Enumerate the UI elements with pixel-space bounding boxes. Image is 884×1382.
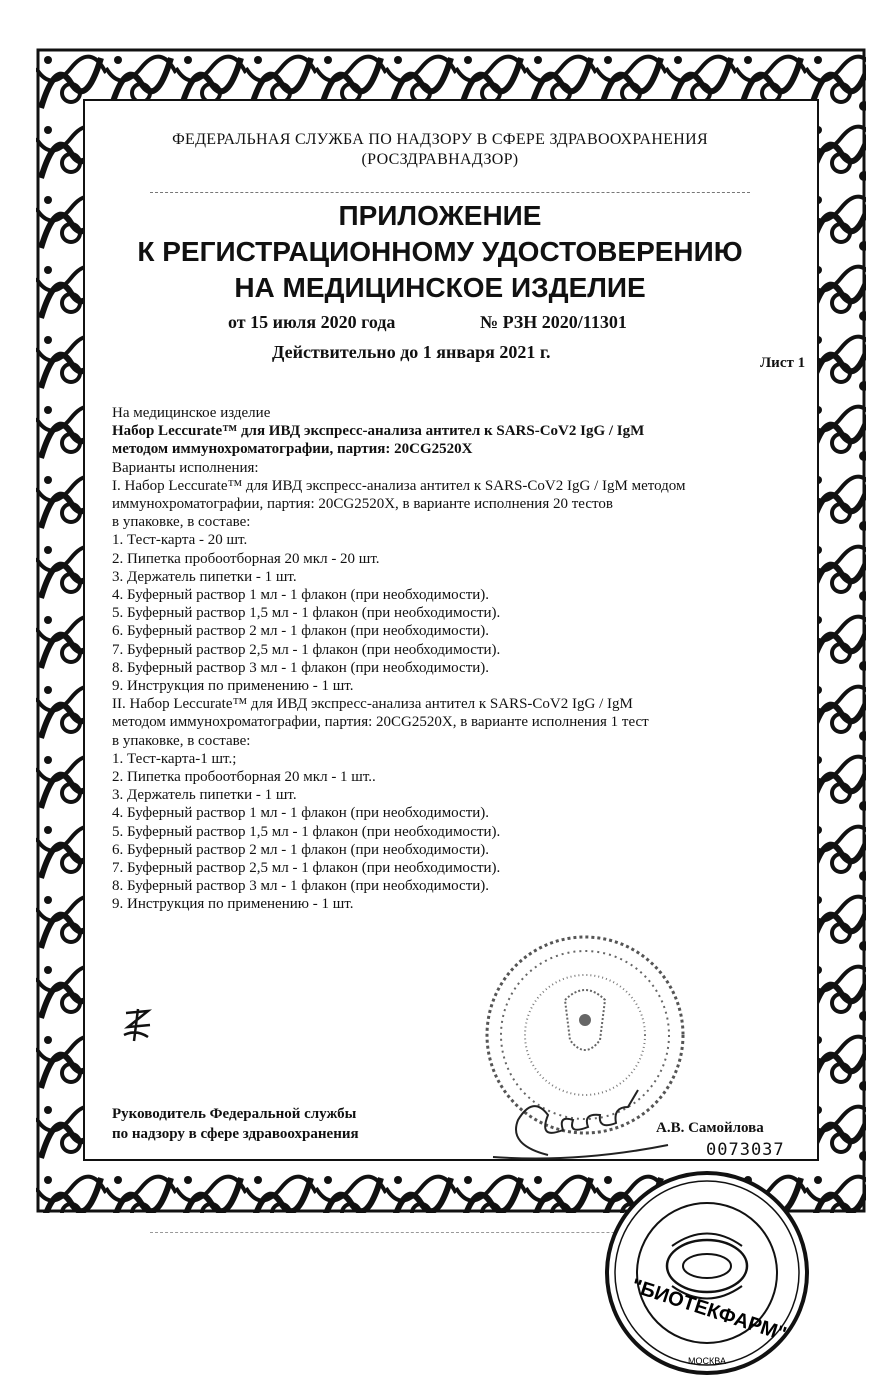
variant-1-line-3: в упаковке, в составе: [112,514,251,531]
list-item: 1. Тест-карта-1 шт.; [112,750,237,767]
list-item: 9. Инструкция по применению - 1 шт. [112,678,354,695]
variants-label: Варианты исполнения: [112,459,259,476]
list-item: 6. Буферный раствор 2 мл - 1 флакон (при необходимости). [112,841,490,858]
intro-text: На медицинское изделие [112,405,271,421]
title-line-2: К РЕГИСТРАЦИОННОМУ УДОСТОВЕРЕНИЮ [137,236,743,267]
signatory-name: А.В. Самойлова [656,1120,764,1136]
position-line-2: по надзору в сфере здравоохранения [112,1126,359,1142]
list-item: 6. Буферный раствор 2 мл - 1 флакон (при необходимости). [112,623,490,640]
stamp-company-name: "БИОТЕКФАРМ" [628,1274,790,1346]
variant-2-line-2: методом иммунохроматографии, партия: 20CG2520X, в варианте исполнения 1 тест [112,714,649,731]
list-item: 4. Буферный раствор 1 мл - 1 флакон (при необходимости). [112,805,490,822]
registration-number: № РЗН 2020/11301 [480,312,627,332]
stamp-city: МОСКВА [688,1356,726,1366]
list-item: 3. Держатель пипетки - 1 шт. [112,787,297,804]
title-line-1: ПРИЛОЖЕНИЕ [338,200,542,231]
agency-line-2: (РОСЗДРАВНАДЗОР) [361,151,519,168]
serial-number: 0073037 [706,1140,785,1160]
divider [150,192,750,193]
product-name-2: методом иммунохроматографии, партия: 20CG2520X [112,441,473,458]
position-line-1: Руководитель Федеральной службы [112,1106,357,1122]
list-item: 2. Пипетка пробоотборная 20 мкл - 1 шт.. [112,769,376,786]
validity: Действительно до 1 января 2021 г. [272,342,551,362]
document-title [120,198,760,306]
product-name-1: Набор Leccurate™ для ИВД экспресс-анализа антител к SARS-CoV2 IgG / IgM [112,423,645,440]
list-item: 7. Буферный раствор 2,5 мл - 1 флакон (при необходимости). [112,860,501,877]
signature [488,1085,678,1165]
list-item: 2. Пипетка пробоотборная 20 мкл - 20 шт. [112,550,380,567]
list-item: 8. Буферный раствор 3 мл - 1 флакон (при необходимости). [112,878,490,895]
title-line-3: НА МЕДИЦИНСКОЕ ИЗДЕЛИЕ [234,272,646,303]
list-item: 1. Тест-карта - 20 шт. [112,532,248,549]
variant-2-line-3: в упаковке, в составе: [112,732,251,749]
list-item: 5. Буферный раствор 1,5 мл - 1 флакон (при необходимости). [112,605,501,622]
sheet-number: Лист 1 [760,355,806,371]
variant-1-line-1: I. Набор Leccurate™ для ИВД экспресс-анализа антител к SARS-CoV2 IgG / IgM методом [112,477,686,494]
list-item: 8. Буферный раствор 3 мл - 1 флакон (при необходимости). [112,659,490,676]
list-item: 7. Буферный раствор 2,5 мл - 1 флакон (при необходимости). [112,641,501,658]
company-stamp [600,1166,815,1381]
initials-mark [118,1005,158,1045]
list-item: 3. Держатель пипетки - 1 шт. [112,568,297,585]
signatory-position [112,1104,359,1144]
list-item: 4. Буферный раствор 1 мл - 1 флакон (при необходимости). [112,587,490,604]
variant-1-line-2: иммунохроматографии, партия: 20CG2520X, в варианте исполнения 20 тестов [112,496,613,513]
list-item: 5. Буферный раствор 1,5 мл - 1 флакон (при необходимости). [112,823,501,840]
list-item: 9. Инструкция по применению - 1 шт. [112,896,354,913]
variant-2-line-1: II. Набор Leccurate™ для ИВД экспресс-анализа антител к SARS-CoV2 IgG / IgM [112,696,633,713]
issue-date: от 15 июля 2020 года [228,312,396,332]
agency-line-1: ФЕДЕРАЛЬНАЯ СЛУЖБА ПО НАДЗОРУ В СФЕРЕ ЗДРАВООХРАНЕНИЯ [172,131,708,148]
document-body [112,404,812,914]
agency-name [120,130,760,170]
